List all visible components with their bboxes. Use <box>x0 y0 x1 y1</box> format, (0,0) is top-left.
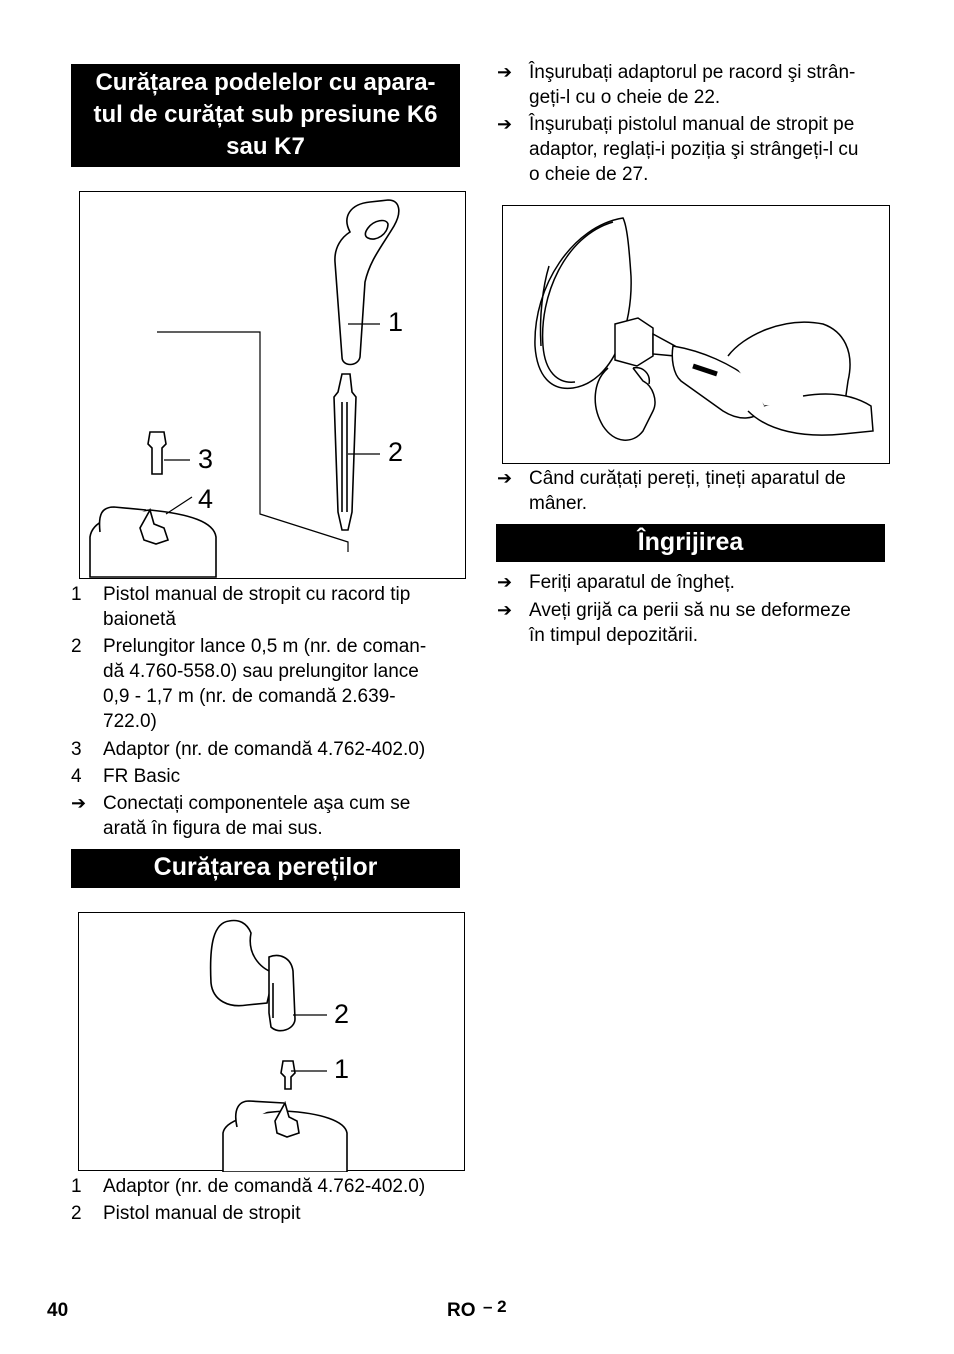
instruction-text: Înşurubați pistolul manual de stropit pe adaptor, reglați-i poziția şi strângeți-l cu o cheie de 27. <box>529 114 859 185</box>
list-item <box>71 1174 461 1199</box>
instruction-text: Aveți grijă ca perii să nu se deformeze în timpul depozitării. <box>529 600 851 646</box>
arrow-right-icon: ➔ <box>497 114 513 134</box>
instruction-item <box>497 570 887 595</box>
figure-wall-usage-photo <box>502 205 890 464</box>
arrow-right-icon: ➔ <box>497 572 513 592</box>
wall-usage-drawing <box>503 206 891 465</box>
instruction-text: Când curățați pereți, țineți aparatul de mâner. <box>529 468 846 514</box>
list-item <box>71 634 461 734</box>
arrow-right-icon: ➔ <box>497 600 513 620</box>
list-item <box>71 764 461 789</box>
fig2-callout-2: 2 <box>334 999 350 1029</box>
list-item-text: Adaptor (nr. de comandă 4.762-402.0) <box>103 739 426 760</box>
instruction-item <box>497 112 887 187</box>
list-item-text: Pistol manual de stropit cu racord tip baionetă <box>103 584 411 630</box>
list-item-number: 4 <box>71 766 82 787</box>
wall-assembly-drawing <box>79 913 466 1172</box>
list-item-text: Adaptor (nr. de comandă 4.762-402.0) <box>103 1176 426 1197</box>
floor-assembly-drawing <box>80 192 467 580</box>
heading-care: Îngrijirea <box>496 524 885 562</box>
instruction-item <box>497 466 887 516</box>
heading-wall-cleaning: Curățarea pereților <box>71 849 460 888</box>
heading-floor-cleaning: Curățarea podelelor cu apara- tul de curățat sub presiune K6 sau K7 <box>71 64 460 167</box>
instruction-item <box>71 791 461 841</box>
list-item <box>71 1201 461 1226</box>
instruction-text: Înşurubați adaptorul pe racord şi strân- geți-l cu o cheie de 22. <box>529 62 856 108</box>
fig1-callout-3: 3 <box>198 444 214 474</box>
footer-section: – 2 <box>483 1297 507 1316</box>
instruction-item <box>497 60 887 110</box>
list-item-text: Prelungitor lance 0,5 m (nr. de coman- dă 4.760-558.0) sau prelungitor lance 0,9 - 1,7 m (nr. de comandă 2.639- 722.0) <box>103 636 427 732</box>
arrow-right-icon: ➔ <box>497 468 513 488</box>
list-item-number: 3 <box>71 739 82 760</box>
list-item <box>71 582 461 632</box>
fig1-callout-1: 1 <box>388 307 404 337</box>
instruction-item <box>497 598 887 648</box>
list-item-number: 2 <box>71 1203 82 1224</box>
fig1-callout-4: 4 <box>198 484 214 514</box>
list-item-text: FR Basic <box>103 766 181 787</box>
page-number: 40 <box>47 1300 69 1321</box>
list-item-text: Pistol manual de stropit <box>103 1203 301 1224</box>
fig2-callout-1: 1 <box>334 1054 350 1084</box>
list-item-number: 2 <box>71 636 82 657</box>
fig1-callout-2: 2 <box>388 437 404 467</box>
figure-floor-assembly <box>79 191 466 579</box>
footer-language: RO <box>447 1300 476 1321</box>
list-item-number: 1 <box>71 1176 82 1197</box>
instruction-text: Conectați componentele aşa cum se arată în figura de mai sus. <box>103 793 411 839</box>
instruction-text: Feriți aparatul de îngheț. <box>529 572 735 593</box>
arrow-right-icon: ➔ <box>497 62 513 82</box>
list-item-number: 1 <box>71 584 82 605</box>
arrow-right-icon: ➔ <box>71 793 87 813</box>
list-item <box>71 737 461 762</box>
figure-wall-assembly <box>78 912 465 1171</box>
